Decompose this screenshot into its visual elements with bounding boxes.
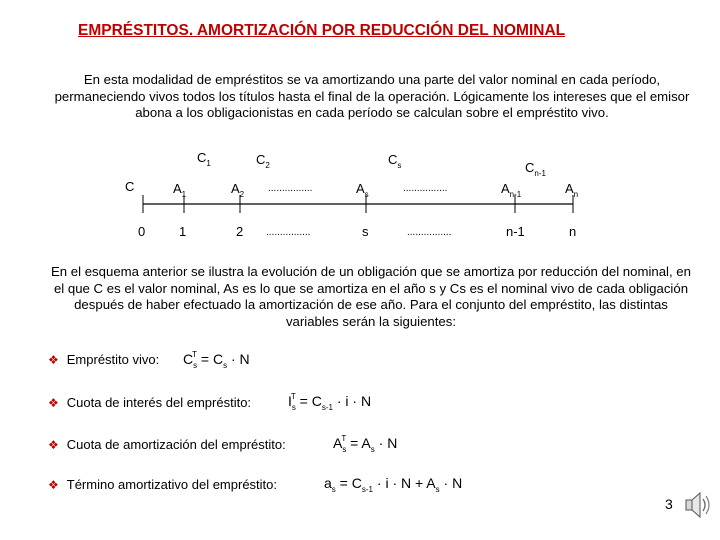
page-number: 3 (665, 496, 673, 512)
diamond-bullet-icon: ❖ (48, 352, 59, 367)
bullet-termino-amortizativo (48, 477, 277, 492)
timeline-diagram (0, 140, 720, 250)
bullet-label: Cuota de amortización del empréstito: (66, 437, 286, 452)
upper-label-a1: $A_1$ (173, 181, 187, 199)
formula-emprestito-vivo: $C_s^T = C_s \cdot N$ (183, 350, 250, 370)
bullet-cuota-amortizacion (48, 437, 286, 452)
formula-cuota-interes: $I_s^T = C_{s-1} \cdot i \cdot N$ (288, 392, 372, 412)
page-title: EMPRÉSTITOS. AMORTIZACIÓN POR REDUCCIÓN DEL NOMINAL (78, 22, 566, 39)
period-s: s (362, 224, 369, 239)
upper-label-an-1: $A_{n-1}$ (501, 181, 522, 199)
diamond-bullet-icon: ❖ (48, 437, 59, 452)
bullet-label: Empréstito vivo: (66, 352, 160, 367)
diamond-bullet-icon: ❖ (48, 395, 59, 410)
capital-s: $C_s$ (388, 152, 402, 170)
upper-label-c: C (125, 179, 135, 194)
upper-label-an: $A_n$ (565, 181, 579, 199)
period-0: 0 (138, 224, 146, 239)
formula-cuota-amortizacion: $A_s^T = A_s \cdot N$ (333, 434, 398, 454)
period-n: n (569, 224, 577, 239)
explanation-paragraph: En el esquema anterior se ilustra la evolución de un obligación que se amortiza por reducción del nominal, en el que C es el valor nominal, As es lo que se amortiza en el año s y Cs es el nominal vivo de cada obligación después de haber efectuado la amortización de ese año. Para el conjunto del empréstito, las distintas variables serán la siguientes: (51, 264, 691, 329)
ellipsis-upper-2: ................ (403, 183, 448, 194)
bullet-cuota-interes (48, 395, 251, 410)
period-2: 2 (236, 224, 244, 239)
upper-label-a2: $A_2$ (231, 181, 245, 199)
bullet-emprestito-vivo (48, 352, 159, 367)
bullet-label: Término amortizativo del empréstito: (66, 477, 278, 492)
period-n-1: n-1 (506, 224, 525, 239)
ellipsis-lower-1: ................ (266, 227, 311, 238)
capital-n-1: $C_{n-1}$ (525, 160, 546, 178)
period-1: 1 (179, 224, 187, 239)
ellipsis-upper-1: ................ (268, 183, 313, 194)
intro-paragraph: En esta modalidad de empréstitos se va amortizando una parte del valor nominal en cada período, permaneciendo vivos todos los títulos hasta el final de la operación. Lógicamente los intereses que el emisor abona a los obligacionistas en cada período se calculan sobre el empréstito vivo. (54, 72, 690, 120)
capital-2: $C_2$ (256, 152, 270, 170)
diamond-bullet-icon: ❖ (48, 477, 59, 492)
capital-1: $C_1$ (197, 150, 211, 168)
upper-label-as: $A_s$ (356, 181, 369, 199)
ellipsis-lower-2: ................ (407, 227, 452, 238)
bullet-label: Cuota de interés del empréstito: (66, 395, 252, 410)
speaker-icon[interactable] (683, 488, 713, 527)
formula-termino-amortizativo: $a_s = C_{s-1} \cdot i \cdot N + A_s \cdot N$ (324, 475, 463, 494)
